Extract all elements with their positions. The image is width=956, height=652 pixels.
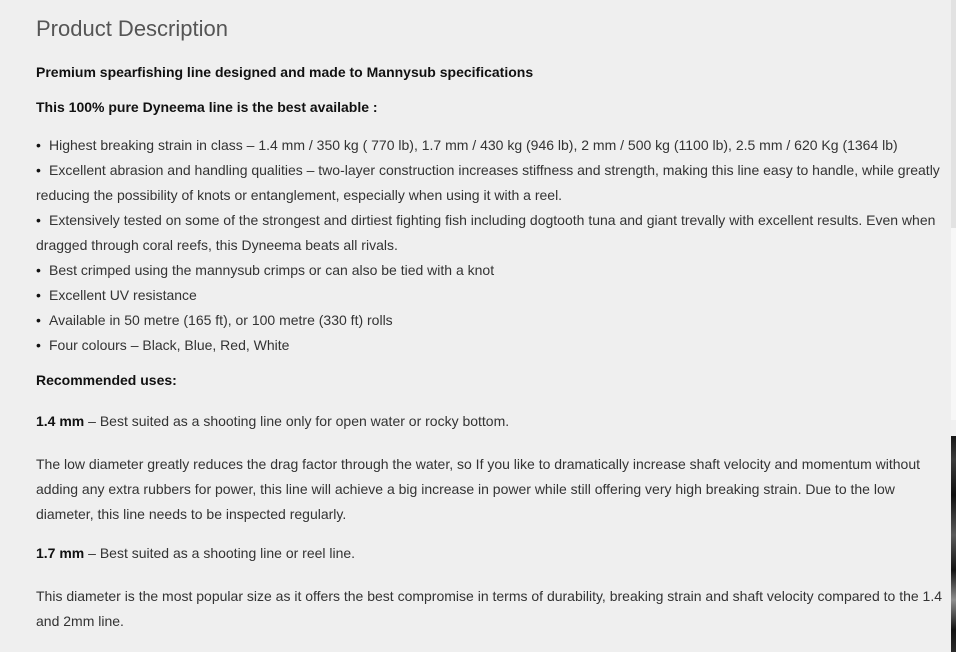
- bullet-dot-icon: •: [36, 212, 41, 228]
- section-title: Product Description: [36, 16, 228, 41]
- bullet-dot-icon: •: [36, 162, 41, 178]
- size-use-line: [36, 411, 948, 431]
- feature-text: Excellent abrasion and handling qualities – two-layer construction increases stiffness and strength, making this line easy to handle, while greatly reducing the possibility of knots or entanglement, especially when using it with a reel.: [36, 162, 940, 203]
- size-label: 1.7 mm: [36, 545, 85, 561]
- product-description-section: [36, 14, 948, 650]
- feature-item: [36, 133, 948, 158]
- size-detail-paragraph: The low diameter greatly reduces the drag factor through the water, so If you like to dramatically increase shaft velocity and momentum without adding any extra rubbers for power, this line will achieve a big increase in power while still offering very high breaking strain. Due to the low diameter, this line needs to be inspected regularly.: [36, 456, 920, 522]
- bullet-dot-icon: •: [36, 287, 41, 303]
- feature-text: Best crimped using the mannysub crimps or can also be tied with a knot: [49, 262, 495, 278]
- feature-item: [36, 208, 948, 258]
- recommended-uses-heading: Recommended uses:: [36, 372, 177, 388]
- bullet-dot-icon: •: [36, 337, 41, 353]
- feature-item: [36, 308, 948, 333]
- feature-text: Available in 50 metre (165 ft), or 100 metre (330 ft) rolls: [49, 312, 393, 328]
- size-detail-paragraph: This diameter is the most popular size as it offers the best compromise in terms of durability, breaking strain and shaft velocity compared to the 1.4 and 2mm line.: [36, 588, 943, 629]
- feature-text: Four colours – Black, Blue, Red, White: [49, 337, 290, 353]
- size-summary: – Best suited as a shooting line or reel line.: [84, 545, 356, 561]
- size-label: 1.4 mm: [36, 413, 85, 429]
- feature-text: Extensively tested on some of the strongest and dirtiest fighting fish including dogtooth tuna and giant trevally with excellent results. Even when dragged through coral reefs, this Dyneema beats all rivals.: [36, 212, 936, 253]
- bullet-dot-icon: •: [36, 137, 41, 153]
- feature-text: Excellent UV resistance: [49, 287, 197, 303]
- adjacent-content-edge: [951, 0, 956, 652]
- feature-list: [36, 133, 948, 358]
- size-use-line: [36, 543, 948, 563]
- feature-text: Highest breaking strain in class – 1.4 mm / 350 kg ( 770 lb), 1.7 mm / 430 kg (946 lb), 2 mm / 500 kg (1100 lb), 2.5 mm / 620 Kg (1364 lb): [49, 137, 898, 153]
- dyneema-intro-text: This 100% pure Dyneema line is the best available :: [36, 99, 378, 115]
- bullet-dot-icon: •: [36, 262, 41, 278]
- feature-item: [36, 158, 948, 208]
- size-summary: – Best suited as a shooting line only for open water or rocky bottom.: [84, 413, 510, 429]
- feature-item: [36, 283, 948, 308]
- feature-item: [36, 333, 948, 358]
- product-lead-text: Premium spearfishing line designed and made to Mannysub specifications: [36, 64, 534, 80]
- feature-item: [36, 258, 948, 283]
- bullet-dot-icon: •: [36, 312, 41, 328]
